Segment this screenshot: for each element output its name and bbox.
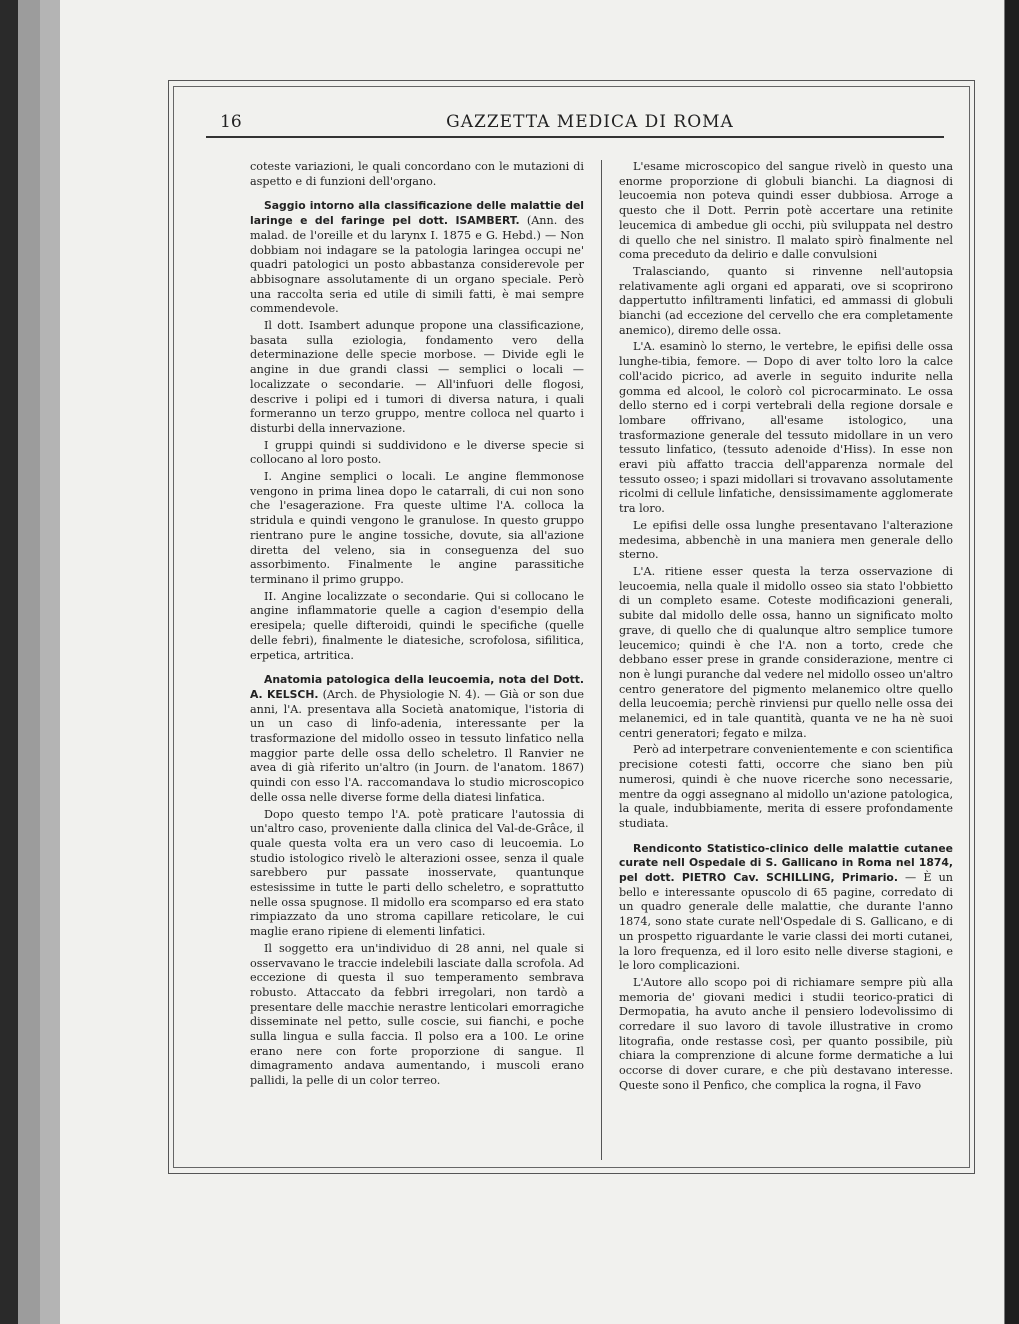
paragraph: Il dott. Isambert adunque propone una classificazione, basata sulla eziologia, fondamento vero della determinazione delle specie morbose. — Divide egli le angine in due grandi classi — semplici o locali — localizzate o secondarie. — All'infuori delle flogosi, descrive i polipi ed i tumori di diversa natura, i quali formeranno un terzo gruppo, mentre colloca nel quarto i disturbi della innervazione.: [250, 319, 584, 435]
paragraph: Tralasciando, quanto si rinvenne nell'autopsia relativamente agli organi ed apparati, ove si scoprirono dappertutto infiltramenti linfatici, ed ammassi di globuli bianchi (ad eccezione del cervello che era completamente anemico), diremo delle ossa.: [619, 264, 953, 337]
paragraph: L'esame microscopico del sangue rivelò in questo una enorme proporzione di globuli bianchi. La diagnosi di leucoemia non poteva quindi esser dubbiosa. Arroge a questo che il Dott. Perrin potè accertare una retinite leucemica di ambedue gli occhi, più sviluppata nel destro di quello che nel sinistro. Il malato spirò finalmente nel coma preceduto da delirio e dalle convulsioni: [619, 160, 953, 262]
paragraph: L'A. ritiene esser questa la terza osservazione di leucoemia, nella quale il midollo osseo sia stato l'obbietto di un completo esame. Coteste modificazioni generali, subite dal midollo delle ossa, hanno un significato molto grave, di quello che di qualunque altro semplice tumore leucemico; quindi è che l'A. non a torto, crede che debbano esser prese in grande considerazione, mentre ci non è lungi puranche dal vedere nel midollo osseo un'altro centro generatore del pigmento melanemico oltre quello della leucoemia; perchè rinviensi pur quello nelle ossa dei melanemici, ed in tale quantità, quanta ve ne ha nè suoi centri generatori; fegato e milza.: [619, 564, 953, 740]
paragraph: Però ad interpetrare convenientemente e con scientifica precisione cotesti fatti, occorre che siano ben più numerosi, quindi è che nuove ricerche sono necessarie, mentre da oggi assegnano al midollo un'azione patologica, la quale, indubbiamente, merita di essere profondamente studiata.: [619, 743, 953, 830]
paragraph: I gruppi quindi si suddividono e le diverse specie si collocano al loro posto.: [250, 438, 584, 467]
paragraph: L'A. esaminò lo sterno, le vertebre, le epifisi delle ossa lunghe-tibia, femore. — Dopo di aver tolto loro la calce coll'acido picrico, ad averle in seguito indurite nella gomma ed alcool, le colorò col picrocarminato. Le ossa dello sterno ed i corpi vertebrali della regione dorsale e lombare offrivano, all'esame istologico, una trasformazione generale del tessuto midollare in un vero tessuto linfatico, (tessuto adenoide d'Hiss). In esse non eravi più affatto traccia dell'apparenza normale del tessuto osseo; i spazi midollari si trovavano assolutamente ricolmi di cellule linfatiche, densissimamente agglomerate tra loro.: [619, 340, 953, 516]
article-text: (Ann. des malad. de l'oreille et du larynx I. 1875 e G. Hebd.) — Non dobbiam noi indagare se la patologia laringea occupi ne' quadri patologici un posto abbastanza considerevole per abbisognare assolutamente di un organo speciale. Però una raccolta seria ed utile di simili fatti, è mai sempre commendevole.: [250, 214, 584, 316]
article-heading: Rendiconto Statistico-clinico delle malattie cutanee curate nell Ospedale di S. Gallicano in Roma nel 1874, pel dott. PIETRO Cav. SCHILLING, Primario.: [619, 841, 953, 885]
scan-page-stack-inner: [40, 0, 60, 1324]
article-heading: Saggio intorno alla classificazione delle malattie del laringe e del faringe pel dott. ISAMBERT.: [250, 199, 584, 228]
article-kelsch: [250, 673, 584, 805]
paragraph: Le epifisi delle ossa lunghe presentavano l'alterazione medesima, abbenchè in una maniera men generale dello sterno.: [619, 518, 953, 562]
paragraph: Il soggetto era un'individuo di 28 anni, nel quale si osservavano le traccie indelebili lasciate dalla scrofola. Ad eccezione di questa il suo temperamento sembrava robusto. Attaccato da febbri irregolari, non tardò a presentare delle macchie nerastre lenticolari emorragiche disseminate nel petto, sulle coscie, sui fianchi, e poche sulla lingua e sulla faccia. Il polso era a 100. Le orine erano nere con forte proporzione di sangue. Il dimagramento andava aumentando, i muscoli erano pallidi, la pelle di un color terreo.: [250, 941, 584, 1088]
column-divider: [601, 160, 602, 1160]
left-column: [250, 160, 584, 1170]
page-number: 16: [220, 112, 242, 132]
scan-page-stack: [18, 0, 40, 1324]
article-heading: Anatomia patologica della leucoemia, nota del Dott. A. KELSCH.: [250, 673, 584, 701]
paragraph: coteste variazioni, le quali concordano con le mutazioni di aspetto e di funzioni dell'organo.: [250, 160, 584, 188]
right-column: [619, 160, 953, 1170]
header-rule: [206, 136, 944, 138]
article-text: — È un bello e interessante opuscolo di 65 pagine, corredato di un quadro generale delle malattie, che durante l'anno 1874, sono state curate nell'Ospedale di S. Gallicano, e di un prospetto riguardante le varie classi dei morti cutanei, la loro frequenza, ed il loro esito nelle diverse stagioni, e le loro complicazioni.: [619, 871, 953, 973]
scan-left-edge: [0, 0, 18, 1324]
paragraph: II. Angine localizzate o secondarie. Qui si collocano le angine inflammatorie quelle a cagion d'esempio della eresipela; quelle difteroidi, quindi le specifiche (quelle delle febri), finalmente le diatesiche, scrofolosa, sifilitica, erpetica, artritica.: [250, 589, 584, 662]
paragraph: Dopo questo tempo l'A. potè praticare l'autossia di un'altro caso, proveniente dalla clinica del Val-de-Grâce, il quale questa volta era un vero caso di leucoemia. Lo studio istologico rivelò le alterazioni ossee, senza il quale sarebbero pur passate inosservate, quantunque estesissime in tutte le parti dello scheletro, e soprattutto nelle ossa spugnose. Il midollo era scomparso ed era stato rimpiazzato da uno stroma capillare reticolare, le cui maglie erano ripiene di elementi linfatici.: [250, 807, 584, 939]
article-isambert: [250, 199, 584, 317]
article-schilling: [619, 842, 953, 974]
scan-right-edge: [1005, 0, 1019, 1324]
page-header: [220, 108, 960, 138]
journal-title: GAZZETTA MEDICA DI ROMA: [446, 112, 734, 132]
paragraph: L'Autore allo scopo poi di richiamare sempre più alla memoria de' giovani medici i studii teorico-pratici di Dermopatia, ha avuto anche il pensiero lodevolissimo di corredare il suo lavoro di tavole illustrative in cromo litografia, onde restasse così, per quanto possibile, più chiara la comprenzione di alcune forme dermatiche a lui occorse di dover curare, e che più destavano interesse. Queste sono il Penfico, che complica la rogna, il Favo: [619, 975, 953, 1092]
paragraph: I. Angine semplici o locali. Le angine flemmonose vengono in prima linea dopo le catarrali, di cui non sono che l'esagerazione. Fra queste ultime l'A. colloca la stridula e quindi vengono le granulose. In questo gruppo rientrano pure le angine tossiche, dovute, sia all'azione diretta del veleno, sia in conseguenza del suo assorbimento. Finalmente le angine parassitiche terminano il primo gruppo.: [250, 470, 584, 586]
article-text: (Arch. de Physiologie N. 4). — Già or son due anni, l'A. presentava alla Società anatomique, l'istoria di un un caso di linfo-adenia, interessante per la trasformazione del midollo osseo in tessuto linfatico nella maggior parte delle ossa dello scheletro. Il Ranvier ne avea di già riferito un'altro (in Journ. de l'anatom. 1867) quindi con esso l'A. raccomandava lo studio microscopico delle ossa nelle diverse forme della diatesi linfatica.: [250, 687, 584, 804]
